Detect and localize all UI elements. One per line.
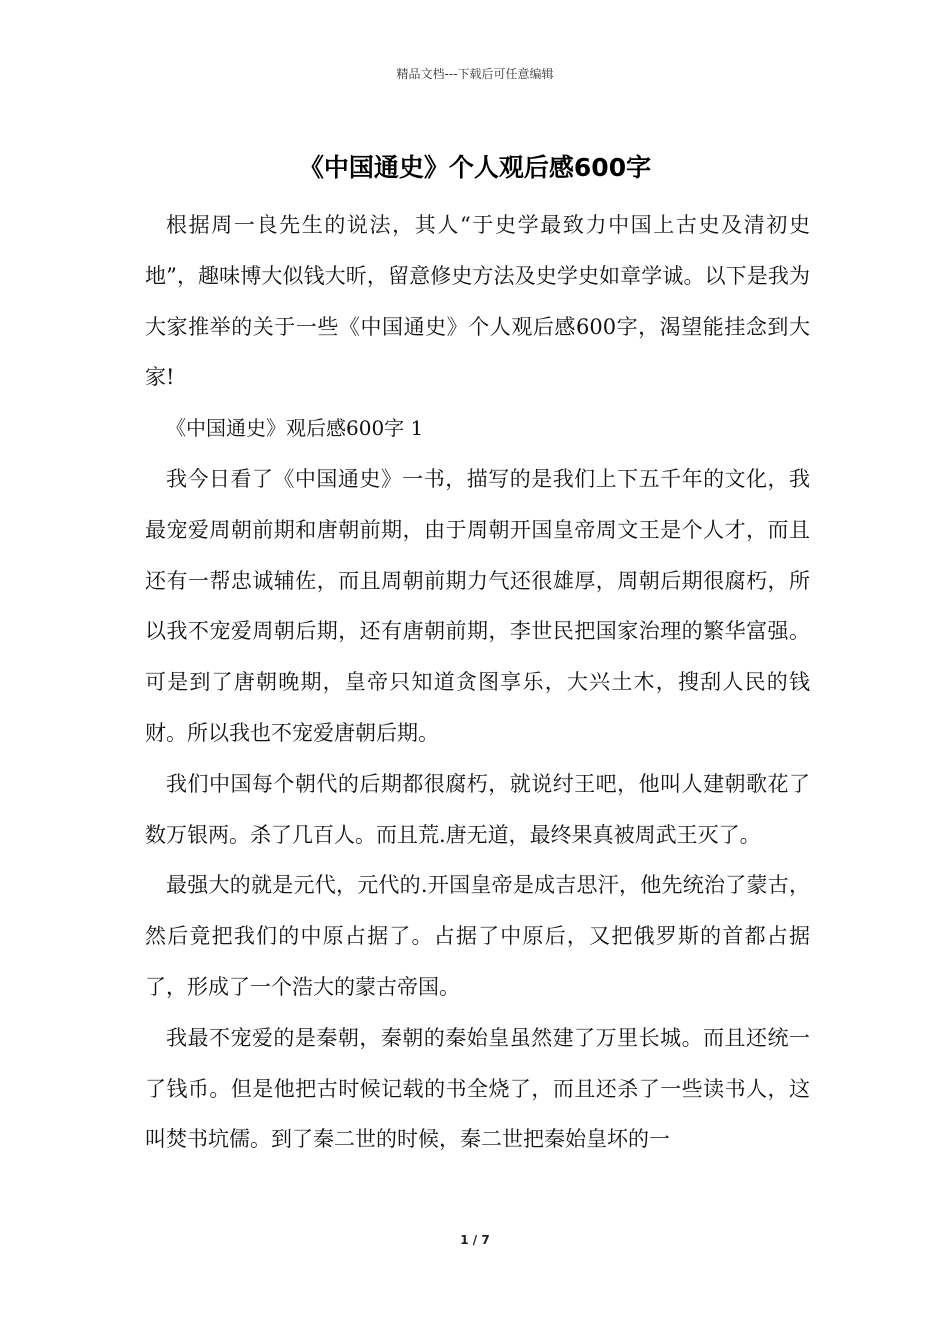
- body-paragraph: 我今日看了《中国通史》一书，描写的是我们上下五千年的文化，我最宠爱周朝前期和唐朝前期，由于周朝开国皇帝周文王是个人才，而且还有一帮忠诚辅佐，而且周朝前期力气还很雄厚，周朝后期很腐朽，所以我不宠爱周朝后期，还有唐朝前期，李世民把国家治理的繁华富强。可是到了唐朝晚期，皇帝只知道贪图享乐，大兴土木，搜刮人民的钱财。所以我也不宠爱唐朝后期。: [145, 466, 810, 745]
- document-body: [145, 200, 810, 1165]
- page-number: 1 / 7: [460, 1233, 490, 1247]
- document-title: 《中国通史》个人观后感600字: [298, 153, 652, 182]
- section-heading: 《中国通史》观后感600字 1: [166, 416, 424, 441]
- body-paragraph: 我们中国每个朝代的后期都很腐朽，就说纣王吧，他叫人建朝歌花了数万银两。杀了几百人。而且荒.唐无道，最终果真被周武王灭了。: [145, 771, 810, 847]
- body-paragraph: 最强大的就是元代，元代的.开国皇帝是成吉思汗，他先统治了蒙古，然后竟把我们的中原占据了。占据了中原后，又把俄罗斯的首都占据了，形成了一个浩大的蒙古帝国。: [145, 873, 810, 999]
- body-paragraph: 我最不宠爱的是秦朝，秦朝的秦始皇虽然建了万里长城。而且还统一了钱币。但是他把古时候记载的书全烧了，而且还杀了一些读书人，这叫焚书坑儒。到了秦二世的时候，秦二世把秦始皇坏的一: [145, 1025, 810, 1152]
- intro-paragraph: 根据周一良先生的说法，其人“于史学最致力中国上古史及清初史地”，趣味博大似钱大昕，留意修史方法及史学史如章学诚。以下是我为大家推举的关于一些《中国通史》个人观后感600字，渴望能挂念到大家!: [145, 213, 810, 390]
- page-header: 精品文档---下载后可任意编辑: [396, 67, 554, 81]
